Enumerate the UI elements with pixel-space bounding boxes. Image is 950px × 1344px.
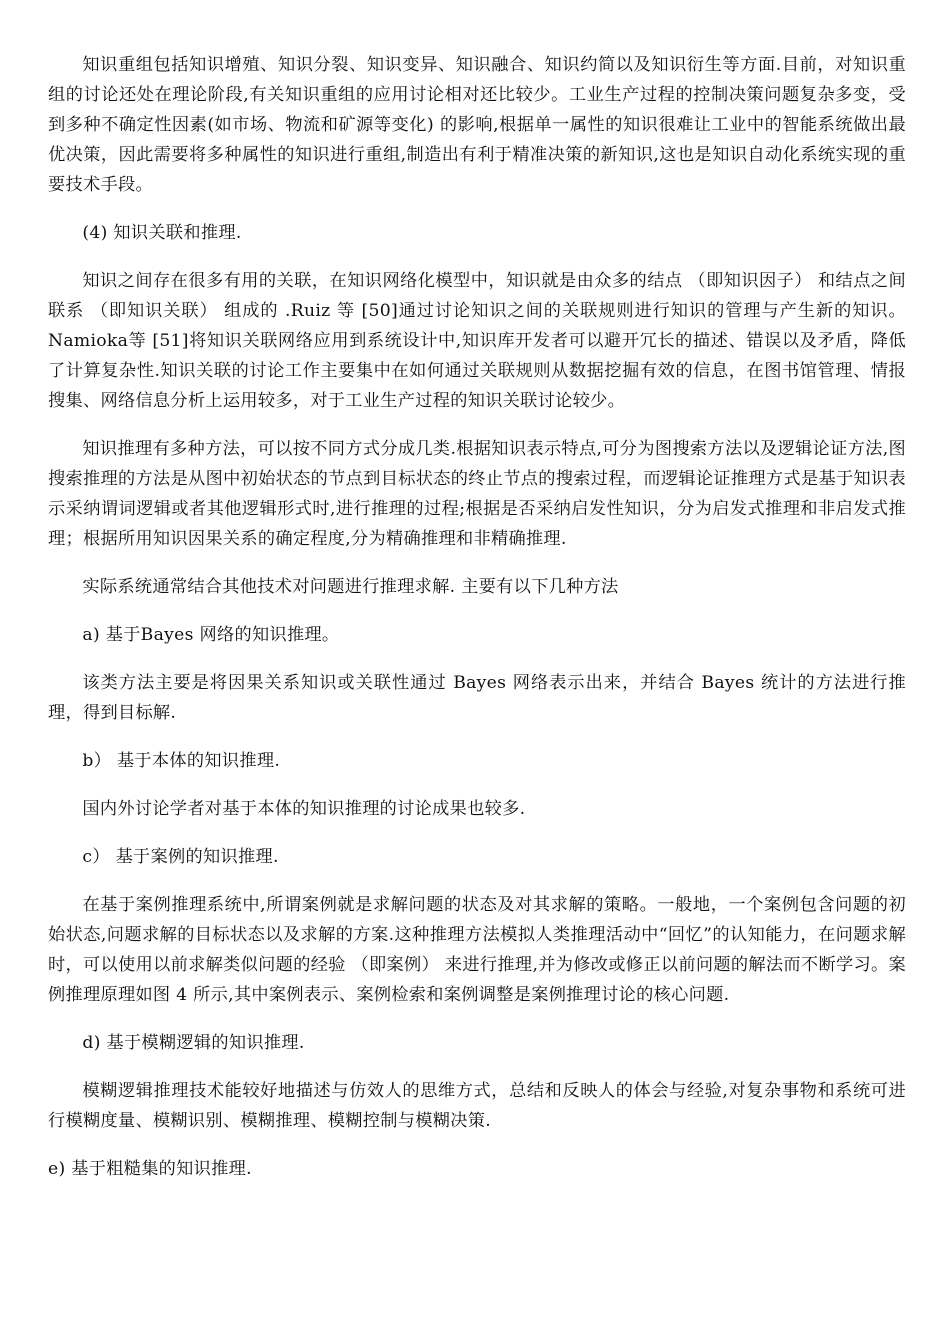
heading-rough-set-reasoning: e) 基于粗糙集的知识推理. (48, 1159, 252, 1179)
paragraph-knowledge-association: 知识之间存在很多有用的关联，在知识网络化模型中，知识就是由众多的结点 （即知识因子） 和结点之间联系 （即知识关联） 组成的 .Ruiz 等 [50]通过讨论知识之间的关联规则进行知识的管理与产生新的知识。Namioka等 [51]将知识关联网络应用到系统设计中,知识库开发者可以避开冗长的描述、错误以及矛盾，降低了计算复杂性.知识关联的讨论工作主要集中在如何通过关联规则从数据挖掘有效的信息，在图书馆管理、情报搜集、网络信息分析上运用较多，对于工业生产过程的知识关联讨论较少。 (48, 271, 906, 411)
heading-bayes-reasoning: a) 基于Bayes 网络的知识推理。 (82, 625, 340, 645)
heading-ontology-reasoning: b） 基于本体的知识推理. (82, 751, 281, 771)
paragraph-practical-systems: 实际系统通常结合其他技术对问题进行推理求解. 主要有以下几种方法 (82, 577, 619, 597)
heading-fuzzy-reasoning: d) 基于模糊逻辑的知识推理. (82, 1033, 305, 1053)
paragraph-fuzzy-reasoning: 模糊逻辑推理技术能较好地描述与仿效人的思维方式，总结和反映人的体会与经验,对复杂事物和系统可进行模糊度量、模糊识别、模糊推理、模糊控制与模糊决策. (48, 1081, 906, 1131)
heading-case-reasoning: c） 基于案例的知识推理. (82, 847, 279, 867)
paragraph-reasoning-methods: 知识推理有多种方法，可以按不同方式分成几类.根据知识表示特点,可分为图搜索方法以及逻辑论证方法,图搜索推理的方法是从图中初始状态的节点到目标状态的终止节点的搜索过程，而逻辑论证推理方式是基于知识表示采纳谓词逻辑或者其他逻辑形式时,进行推理的过程;根据是否采纳启发性知识，分为启发式推理和非启发式推理；根据所用知识因果关系的确定程度,分为精确推理和非精确推理. (48, 439, 906, 549)
paragraph-bayes-reasoning: 该类方法主要是将因果关系知识或关联性通过 Bayes 网络表示出来，并结合 Bayes 统计的方法进行推理，得到目标解. (48, 673, 906, 723)
document-page (48, 50, 906, 1202)
paragraph-ontology-reasoning: 国内外讨论学者对基于本体的知识推理的讨论成果也较多. (82, 799, 526, 819)
paragraph-knowledge-recombination: 知识重组包括知识增殖、知识分裂、知识变异、知识融合、知识约简以及知识衍生等方面.目前，对知识重组的讨论还处在理论阶段,有关知识重组的应用讨论相对还比较少。工业生产过程的控制决策问题复杂多变，受到多种不确定性因素(如市场、物流和矿源等变化) 的影响,根据单一属性的知识很难让工业中的智能系统做出最优决策，因此需要将多种属性的知识进行重组,制造出有利于精准决策的新知识,这也是知识自动化系统实现的重要技术手段。 (48, 55, 906, 195)
paragraph-case-reasoning: 在基于案例推理系统中,所谓案例就是求解问题的状态及对其求解的策略。一般地，一个案例包含问题的初始状态,问题求解的目标状态以及求解的方案.这种推理方法模拟人类推理活动中“回忆”的认知能力，在问题求解时，可以使用以前求解类似问题的经验 （即案例） 来进行推理,并为修改或修正以前问题的解法而不断学习。案例推理原理如图 4 所示,其中案例表示、案例检索和案例调整是案例推理讨论的核心问题. (48, 895, 906, 1005)
heading-knowledge-association-reasoning: (4) 知识关联和推理. (82, 223, 242, 243)
